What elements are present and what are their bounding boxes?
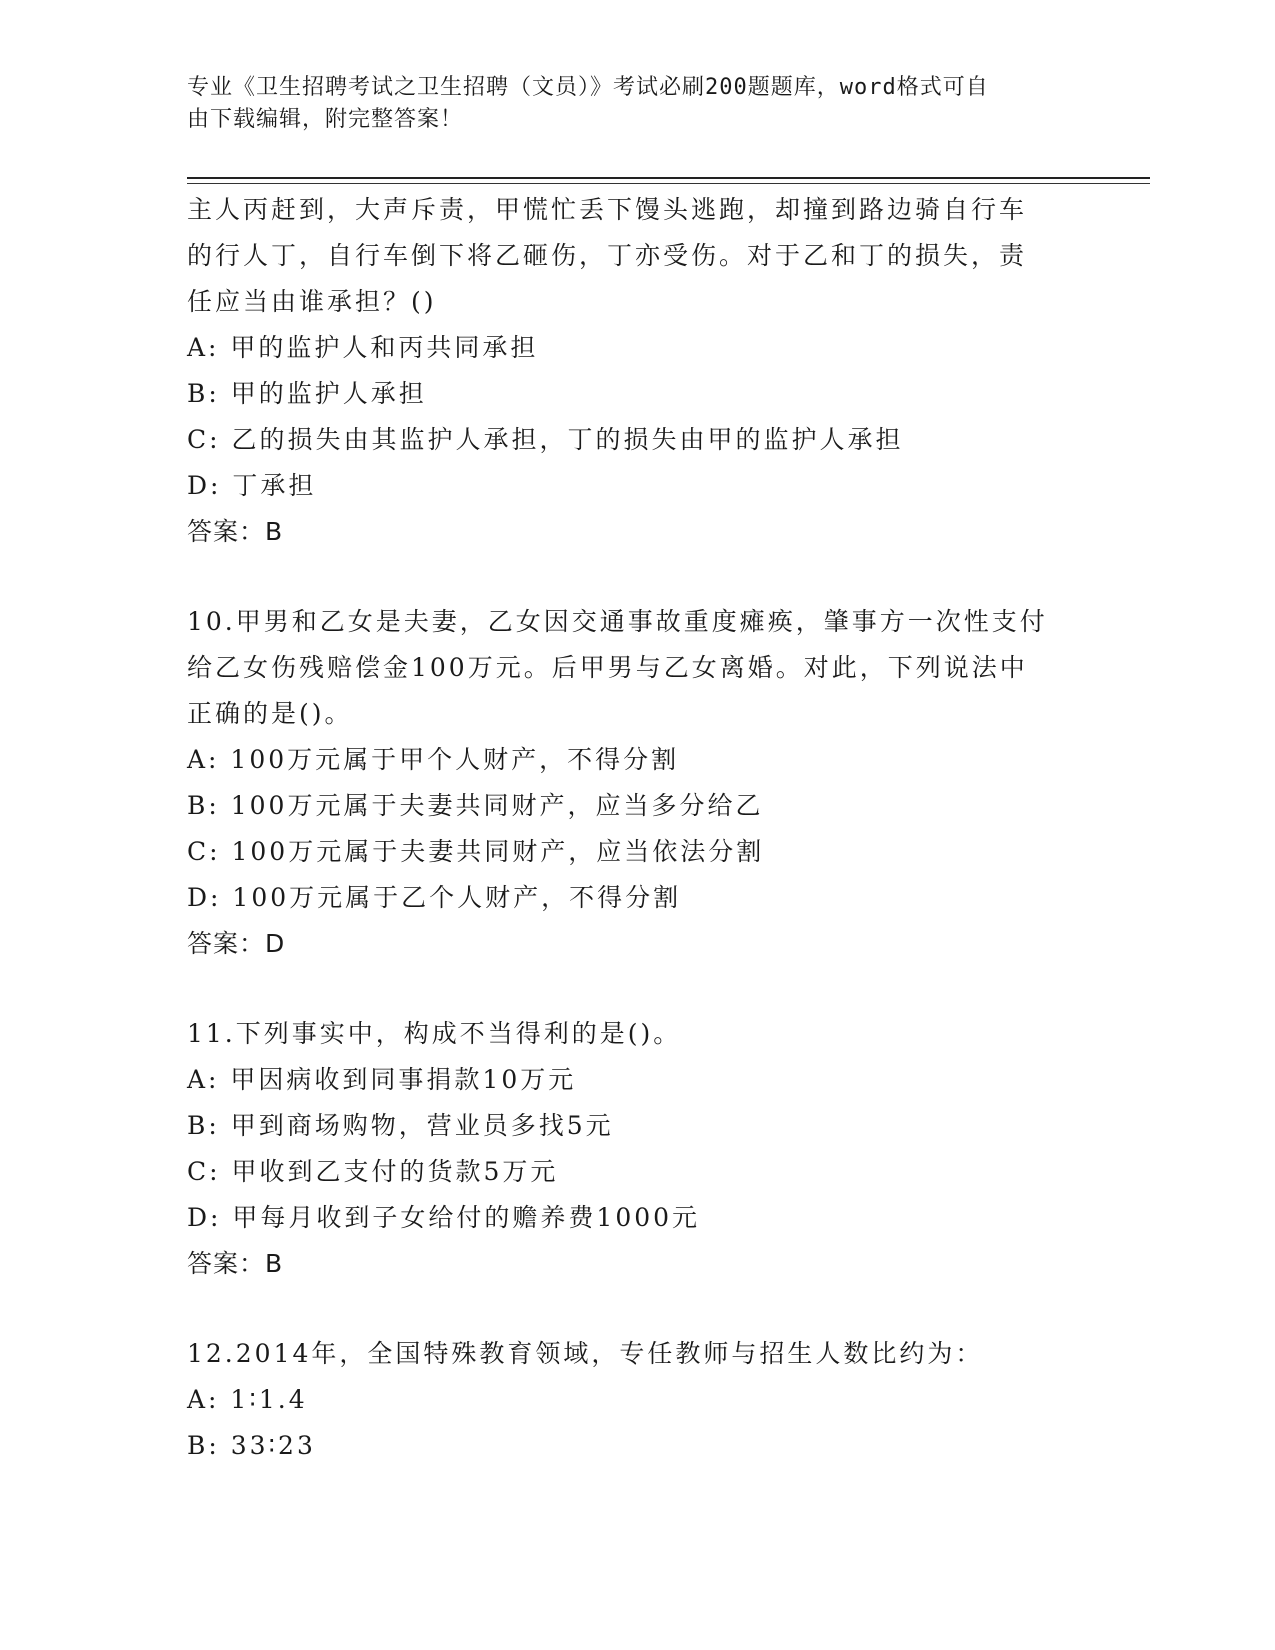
option-b: B: 33∶23 <box>187 1431 316 1460</box>
option-b: B: 100万元属于夫妻共同财产，应当多分给乙 <box>187 791 764 820</box>
answer-label: 答案：D <box>187 929 286 958</box>
question-stem-line: 正确的是()。 <box>187 699 353 728</box>
option-c: C: 乙的损失由其监护人承担，丁的损失由甲的监护人承担 <box>187 425 904 454</box>
header-title-line-1: 专业《卫生招聘考试之卫生招聘（文员）》考试必刷200题题库，word格式可自 <box>187 75 989 100</box>
option-b: B: 甲到商场购物，营业员多找5元 <box>187 1111 614 1140</box>
spacer <box>187 967 1107 1011</box>
question-9 <box>187 187 1107 555</box>
option-a: A: 1∶1.4 <box>187 1385 308 1414</box>
option-c: C: 100万元属于夫妻共同财产，应当依法分割 <box>187 837 765 866</box>
option-d: D: 丁承担 <box>187 471 317 500</box>
question-stem-line: 12.2014年，全国特殊教育领域，专任教师与招生人数比约为： <box>187 1339 984 1368</box>
option-d: D: 甲每月收到子女给付的赡养费1000元 <box>187 1203 701 1232</box>
document-header <box>187 72 1067 136</box>
header-divider-thin <box>187 183 1150 184</box>
header-title-line-2: 由下载编辑，附完整答案！ <box>187 107 464 132</box>
question-stem-line: 11.下列事实中，构成不当得利的是()。 <box>187 1019 682 1048</box>
question-stem-line: 主人丙赶到，大声斥责，甲慌忙丢下馒头逃跑，却撞到路边骑自行车 <box>187 195 1028 224</box>
question-12 <box>187 1331 1107 1469</box>
answer-label: 答案：B <box>187 517 284 546</box>
answer-label: 答案：B <box>187 1249 284 1278</box>
question-stem-line: 给乙女伤残赔偿金100万元。后甲男与乙女离婚。对此，下列说法中 <box>187 653 1028 682</box>
question-10 <box>187 599 1107 967</box>
option-c: C: 甲收到乙支付的货款5万元 <box>187 1157 559 1186</box>
question-stem-line: 10.甲男和乙女是夫妻，乙女因交通事故重度瘫痪，肇事方一次性支付 <box>187 607 1048 636</box>
spacer <box>187 1287 1107 1331</box>
spacer <box>187 555 1107 599</box>
header-divider-thick <box>187 177 1150 179</box>
question-stem-line: 的行人丁，自行车倒下将乙砸伤，丁亦受伤。对于乙和丁的损失，责 <box>187 241 1028 270</box>
question-11 <box>187 1011 1107 1287</box>
option-b: B: 甲的监护人承担 <box>187 379 427 408</box>
option-d: D: 100万元属于乙个人财产，不得分割 <box>187 883 682 912</box>
option-a: A: 100万元属于甲个人财产，不得分割 <box>187 745 680 774</box>
question-content <box>187 187 1107 1469</box>
question-stem-line: 任应当由谁承担？() <box>187 287 437 316</box>
option-a: A: 甲的监护人和丙共同承担 <box>187 333 539 362</box>
option-a: A: 甲因病收到同事捐款10万元 <box>187 1065 577 1094</box>
